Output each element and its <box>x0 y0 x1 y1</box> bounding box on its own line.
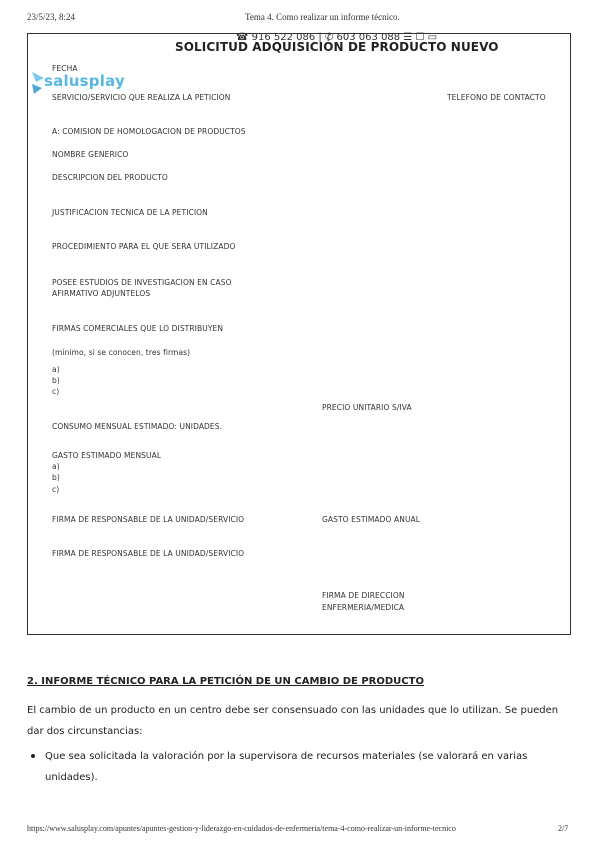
option-a: a) <box>52 365 60 374</box>
field-gasto-mensual: GASTO ESTIMADO MENSUAL <box>52 451 162 460</box>
field-fecha: FECHA <box>52 64 78 73</box>
field-descripcion: DESCRIPCION DEL PRODUCTO <box>52 173 168 182</box>
field-servicio: SERVICIO/SERVICIO QUE REALIZA LA PETICION <box>52 93 231 102</box>
field-justificacion: JUSTIFICACION TECNICA DE LA PETICION <box>52 208 208 217</box>
field-precio: PRECIO UNITARIO S/IVA <box>322 403 412 412</box>
option-b: b) <box>52 376 60 385</box>
field-firma-direccion-line2: ENFERMERIA/MEDICA <box>322 603 405 612</box>
field-minimo: (mínimo, si se conocen, tres firmas) <box>52 348 191 357</box>
gasto-option-b: b) <box>52 473 60 482</box>
print-page-number: 2/7 <box>558 824 569 833</box>
field-firma-responsable-1: FIRMA DE RESPONSABLE DE LA UNIDAD/SERVICIO <box>52 515 245 524</box>
section-heading: 2. INFORME TÉCNICO PARA LA PETICIÓN DE UN CAMBIO DE PRODUCTO <box>27 676 424 687</box>
field-firma-responsable-2: FIRMA DE RESPONSABLE DE LA UNIDAD/SERVICIO <box>52 549 245 558</box>
field-telefono: TELEFONO DE CONTACTO <box>447 93 546 102</box>
field-procedimiento: PROCEDIMIENTO PARA EL QUE SERA UTILIZADO <box>52 242 236 251</box>
field-nombre: NOMBRE GENERICO <box>52 150 129 159</box>
field-consumo: CONSUMO MENSUAL ESTIMADO: UNIDADES. <box>52 422 223 431</box>
logo-text: salusplay <box>44 72 125 90</box>
field-firma-direccion-line1: FIRMA DE DIRECCION <box>322 591 405 600</box>
print-datetime: 23/5/23, 8:24 <box>27 12 76 22</box>
print-url: https://www.salusplay.com/apuntes/apuntes-gestion-y-liderazgo-en-cuidados-de-enfermeria/tema-4-como-realizar-un-informe-tecnico <box>27 824 456 833</box>
list-item-text: Que sea solicitada la valoración por la supervisora de recursos materiales (se valorará en varias unidades). <box>45 751 528 783</box>
contact-bar: ☎ 916 522 086 | ✆ 603 063 088 ☰ ☐ ▭ <box>236 32 438 43</box>
print-doc-title: Tema 4. Como realizar un informe técnico. <box>245 12 400 22</box>
field-comision: A: COMISION DE HOMOLOGACION DE PRODUCTOS <box>52 127 246 136</box>
field-firmas: FIRMAS COMERCIALES QUE LO DISTRIBUYEN <box>52 324 224 333</box>
field-estudios-line1: POSEE ESTUDIOS DE INVESTIGACION EN CASO <box>52 278 232 287</box>
gasto-option-c: c) <box>52 485 60 494</box>
section-paragraph: El cambio de un producto en un centro debe ser consensuado con las unidades que lo utilizan. Se pueden dar dos circunstancias: <box>27 705 559 737</box>
field-estudios-line2: AFIRMATIVO ADJUNTELOS <box>52 289 151 298</box>
gasto-option-a: a) <box>52 462 60 471</box>
list-item <box>45 746 565 788</box>
option-c: c) <box>52 387 60 396</box>
form-title: SOLICITUD ADQUISICIÓN DE PRODUCTO NUEVO <box>175 40 499 54</box>
bullet-icon <box>31 754 35 758</box>
field-gasto-anual: GASTO ESTIMADO ANUAL <box>322 515 421 524</box>
form-image-frame <box>27 33 571 635</box>
